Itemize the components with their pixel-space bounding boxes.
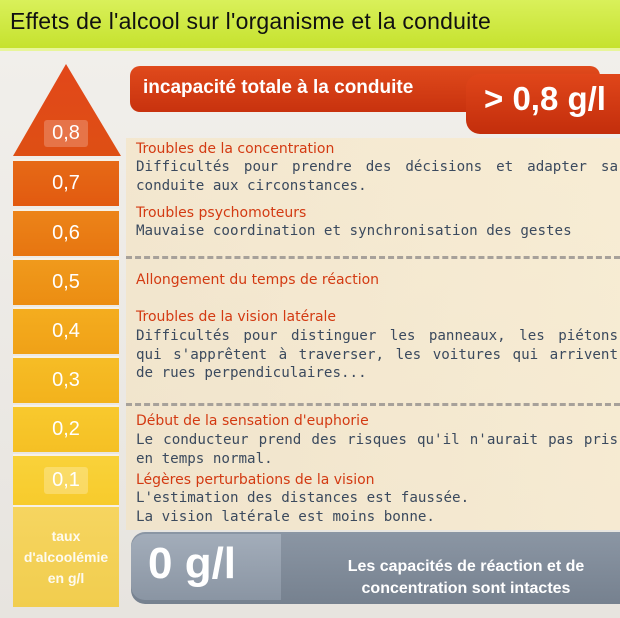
level-0-3 (13, 356, 119, 403)
effect-text: La vision latérale est moins bonne. (136, 509, 435, 525)
effect-heading: Troubles de la concentration (136, 141, 335, 157)
danger-banner-text: incapacité totale à la conduite (143, 77, 414, 98)
level-label: 0,3 (52, 369, 80, 391)
level-label: 0,6 (52, 222, 80, 244)
level-0-8 (13, 112, 119, 155)
level-0-4 (13, 307, 119, 354)
level-label: 0,5 (52, 271, 80, 293)
effect-heading: Allongement du temps de réaction (136, 272, 380, 288)
safe-value: 0 g/l (148, 539, 237, 588)
effect-text: Le conducteur prend des risques qu'il n'aurait pas pris en temps normal. (136, 432, 618, 467)
level-0-6 (13, 209, 119, 256)
danger-value: > 0,8 g/l (484, 80, 606, 117)
base-label (13, 526, 119, 589)
safe-text-line: concentration sont intactes (361, 580, 571, 597)
effect-text: Difficultés pour distinguer les panneaux, les piétons qui s'apprêtent à traverser, les voitures qui arrivent de rues perpendiculaires... (136, 328, 618, 381)
safe-text-line: Les capacités de réaction et de (347, 558, 585, 575)
divider-dashed (126, 256, 620, 259)
effect-heading: Légères perturbations de la vision (136, 472, 375, 488)
effect-heading: Début de la sensation d'euphorie (136, 413, 369, 429)
level-0-5 (13, 258, 119, 305)
page-title: Effets de l'alcool sur l'organisme et la conduite (10, 8, 491, 34)
effect-heading: Troubles psychomoteurs (136, 205, 307, 221)
base-label-line: taux (51, 528, 81, 544)
level-0-1 (13, 454, 119, 505)
base-label-line: d'alcoolémie (23, 549, 109, 565)
level-0-2 (13, 405, 119, 452)
level-label: 0,8 (44, 120, 88, 147)
effect-text: Difficultés pour prendre des décisions et adapter sa conduite aux circonstances. (136, 159, 618, 194)
level-label: 0,2 (52, 418, 80, 440)
level-label: 0,1 (44, 467, 88, 494)
effect-heading: Troubles de la vision latérale (136, 309, 337, 325)
level-label: 0,4 (52, 320, 80, 342)
base-label-line: en g/l (47, 570, 85, 586)
level-label: 0,7 (52, 172, 80, 194)
safe-text (318, 556, 614, 600)
divider-dashed (126, 403, 620, 406)
effect-text: Mauvaise coordination et synchronisation des gestes (136, 223, 572, 239)
level-0-7 (13, 159, 119, 206)
effect-text: L'estimation des distances est faussée. (136, 490, 470, 506)
